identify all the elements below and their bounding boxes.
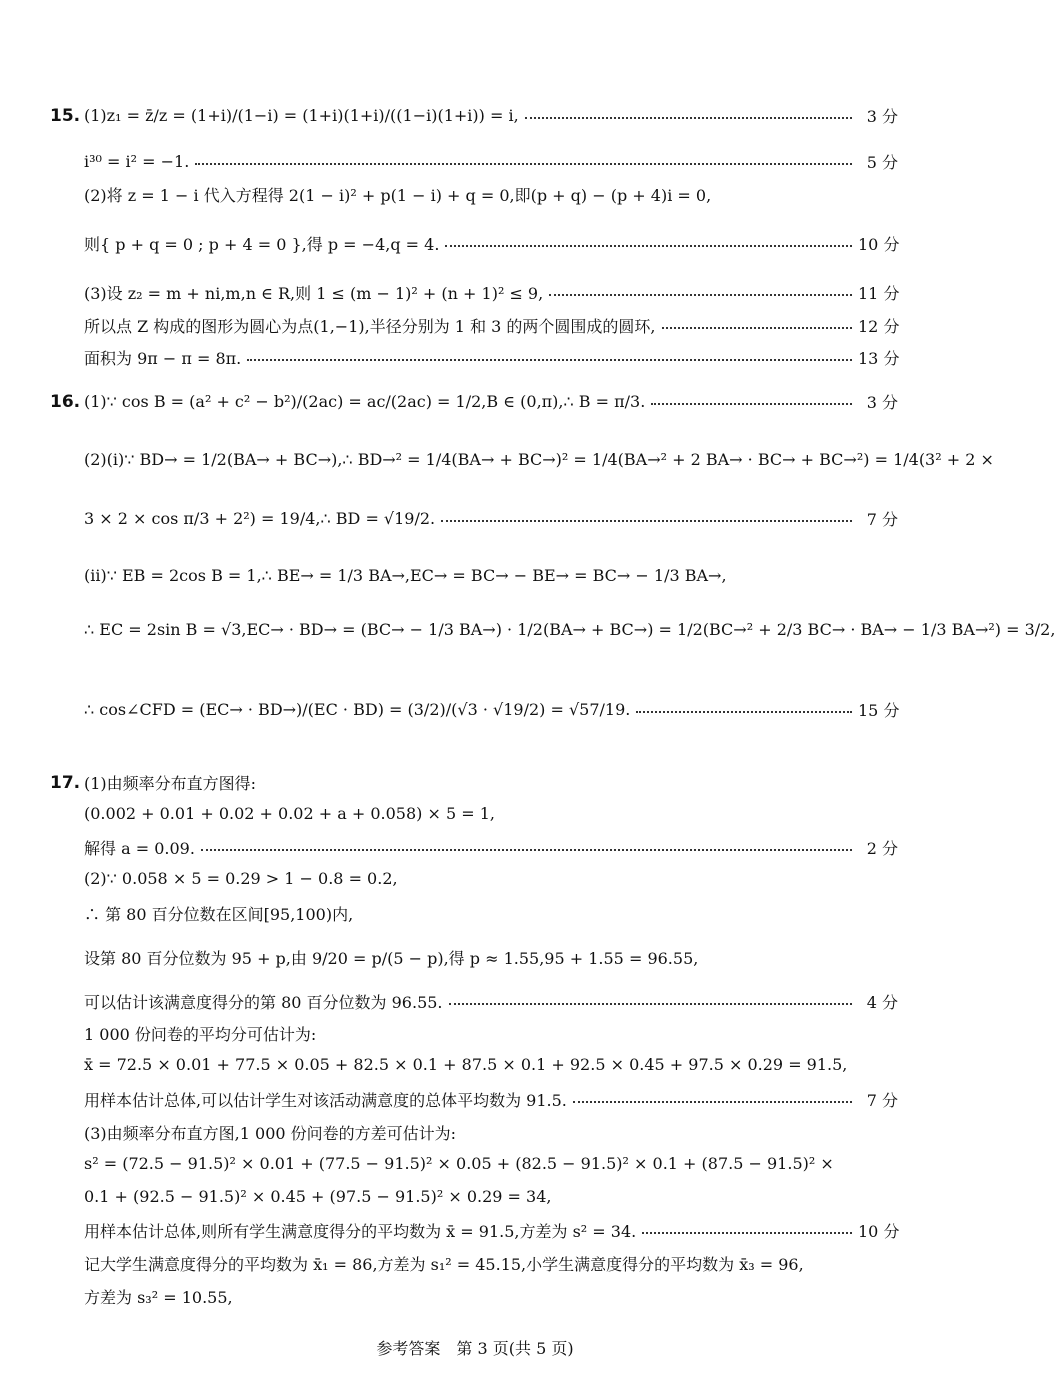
q17-line-5: ∴ 第 80 百分位数在区间[95,100)内,	[84, 905, 354, 924]
question-15-number: 15.	[50, 106, 81, 126]
score: 7 分	[866, 510, 898, 529]
score: 11 分	[858, 284, 900, 303]
q17-line-9: x̄ = 72.5 × 0.01 + 77.5 × 0.05 + 82.5 × 0.1 + 87.5 × 0.1 + 92.5 × 0.45 + 97.5 × 0.29 = 91.5,	[84, 1055, 848, 1074]
q17-line-15: 记大学生满意度得分的平均数为 x̄₁ = 86,方差为 s₁² = 45.15,小学生满意度得分的平均数为 x̄₃ = 96,	[84, 1255, 804, 1274]
leader-dots	[441, 520, 852, 522]
leader-dots	[445, 245, 852, 247]
q15-line-5: (3)设 z₂ = m + ni,m,n ∈ R,则 1 ≤ (m − 1)² + (n + 1)² ≤ 9, 11 分	[84, 281, 898, 304]
q16-line-2: (2)(i)∵ BD→ = 1/2(BA→ + BC→),∴ BD→² = 1/4(BA→ + BC→)² = 1/4(BA→² + 2 BA→ · BC→ + BC→²) = 1/4(3² + 2 ×	[84, 450, 994, 469]
score: 7 分	[866, 1091, 898, 1110]
q17-line-3: 解得 a = 0.09. 2 分	[84, 836, 898, 859]
q17-line-1: (1)由频率分布直方图得:	[84, 774, 257, 793]
q15-line-6: 所以点 Z 构成的图形为圆心为点(1,−1),半径分别为 1 和 3 的两个圆围成的圆环, 12 分	[84, 314, 898, 337]
q17-line-10: 用样本估计总体,可以估计学生对该活动满意度的总体平均数为 91.5. 7 分	[84, 1088, 898, 1111]
q15-line-1: (1)z₁ = z̄/z = (1+i)/(1−i) = (1+i)(1+i)/((1−i)(1+i)) = i, 3 分	[84, 106, 898, 126]
q17-line-8: 1 000 份问卷的平均分可估计为:	[84, 1025, 317, 1044]
leader-dots	[201, 849, 852, 851]
score: 15 分	[858, 701, 900, 720]
q16-line-4: (ii)∵ EB = 2cos B = 1,∴ BE→ = 1/3 BA→,EC→ = BC→ − BE→ = BC→ − 1/3 BA→,	[84, 566, 727, 585]
score: 12 分	[858, 317, 900, 336]
leader-dots	[642, 1232, 852, 1234]
leader-dots	[449, 1003, 852, 1005]
leader-dots	[195, 163, 852, 165]
q17-line-11: (3)由频率分布直方图,1 000 份问卷的方差可估计为:	[84, 1124, 457, 1143]
leader-dots	[525, 117, 852, 119]
leader-dots	[662, 327, 852, 329]
q17-line-14: 用样本估计总体,则所有学生满意度得分的平均数为 x̄ = 91.5,方差为 s² = 34. 10 分	[84, 1219, 898, 1242]
score: 2 分	[866, 839, 898, 858]
q15-line-2: i³⁰ = i² = −1. 5 分	[84, 152, 898, 172]
q16-line-3: 3 × 2 × cos π/3 + 2²) = 19/4,∴ BD = √19/2. 7 分	[84, 509, 898, 529]
score: 4 分	[866, 993, 898, 1012]
question-16-number: 16.	[50, 392, 81, 412]
leader-dots	[549, 294, 852, 296]
q17-line-16: 方差为 s₃² = 10.55,	[84, 1288, 233, 1307]
leader-dots	[651, 403, 852, 405]
q17-line-12: s² = (72.5 − 91.5)² × 0.01 + (77.5 − 91.5)² × 0.05 + (82.5 − 91.5)² × 0.1 + (87.5 − 91.5)² ×	[84, 1154, 834, 1173]
score: 13 分	[858, 349, 900, 368]
leader-dots	[247, 359, 852, 361]
q16-line-6: ∴ cos∠CFD = (EC→ · BD→)/(EC · BD) = (3/2)/(√3 · √19/2) = √57/19. 15 分	[84, 700, 900, 720]
q17-line-13: 0.1 + (92.5 − 91.5)² × 0.45 + (97.5 − 91.5)² × 0.29 = 34,	[84, 1187, 552, 1206]
leader-dots	[573, 1101, 852, 1103]
score: 3 分	[866, 107, 898, 126]
q16-line-5: ∴ EC = 2sin B = √3,EC→ · BD→ = (BC→ − 1/3 BA→) · 1/2(BA→ + BC→) = 1/2(BC→² + 2/3 BC→ · BA→ − 1/3 BA→²) = 3/2,	[84, 620, 1055, 639]
q17-line-7: 可以估计该满意度得分的第 80 百分位数为 96.55. 4 分	[84, 990, 898, 1013]
page-footer: 参考答案 第 3 页(共 5 页)	[376, 1339, 574, 1358]
question-17-number: 17.	[50, 773, 81, 793]
q17-line-6: 设第 80 百分位数为 95 + p,由 9/20 = p/(5 − p),得 p ≈ 1.55,95 + 1.55 = 96.55,	[84, 949, 699, 968]
score: 10 分	[858, 235, 900, 254]
leader-dots	[636, 711, 852, 713]
score: 10 分	[858, 1222, 900, 1241]
q17-line-4: (2)∵ 0.058 × 5 = 0.29 > 1 − 0.8 = 0.2,	[84, 869, 398, 888]
q17-line-2: (0.002 + 0.01 + 0.02 + 0.02 + a + 0.058) × 5 = 1,	[84, 804, 495, 823]
score: 5 分	[866, 153, 898, 172]
q15-line-7: 面积为 9π − π = 8π. 13 分	[84, 346, 898, 369]
score: 3 分	[866, 393, 898, 412]
q15-line-3: (2)将 z = 1 − i 代入方程得 2(1 − i)² + p(1 − i) + q = 0,即(p + q) − (p + 4)i = 0,	[84, 186, 712, 205]
q15-line-4: 则{ p + q = 0 ; p + 4 = 0 },得 p = −4,q = 4. 10 分	[84, 232, 898, 255]
q16-line-1: (1)∵ cos B = (a² + c² − b²)/(2ac) = ac/(2ac) = 1/2,B ∈ (0,π),∴ B = π/3. 3 分	[84, 392, 898, 412]
